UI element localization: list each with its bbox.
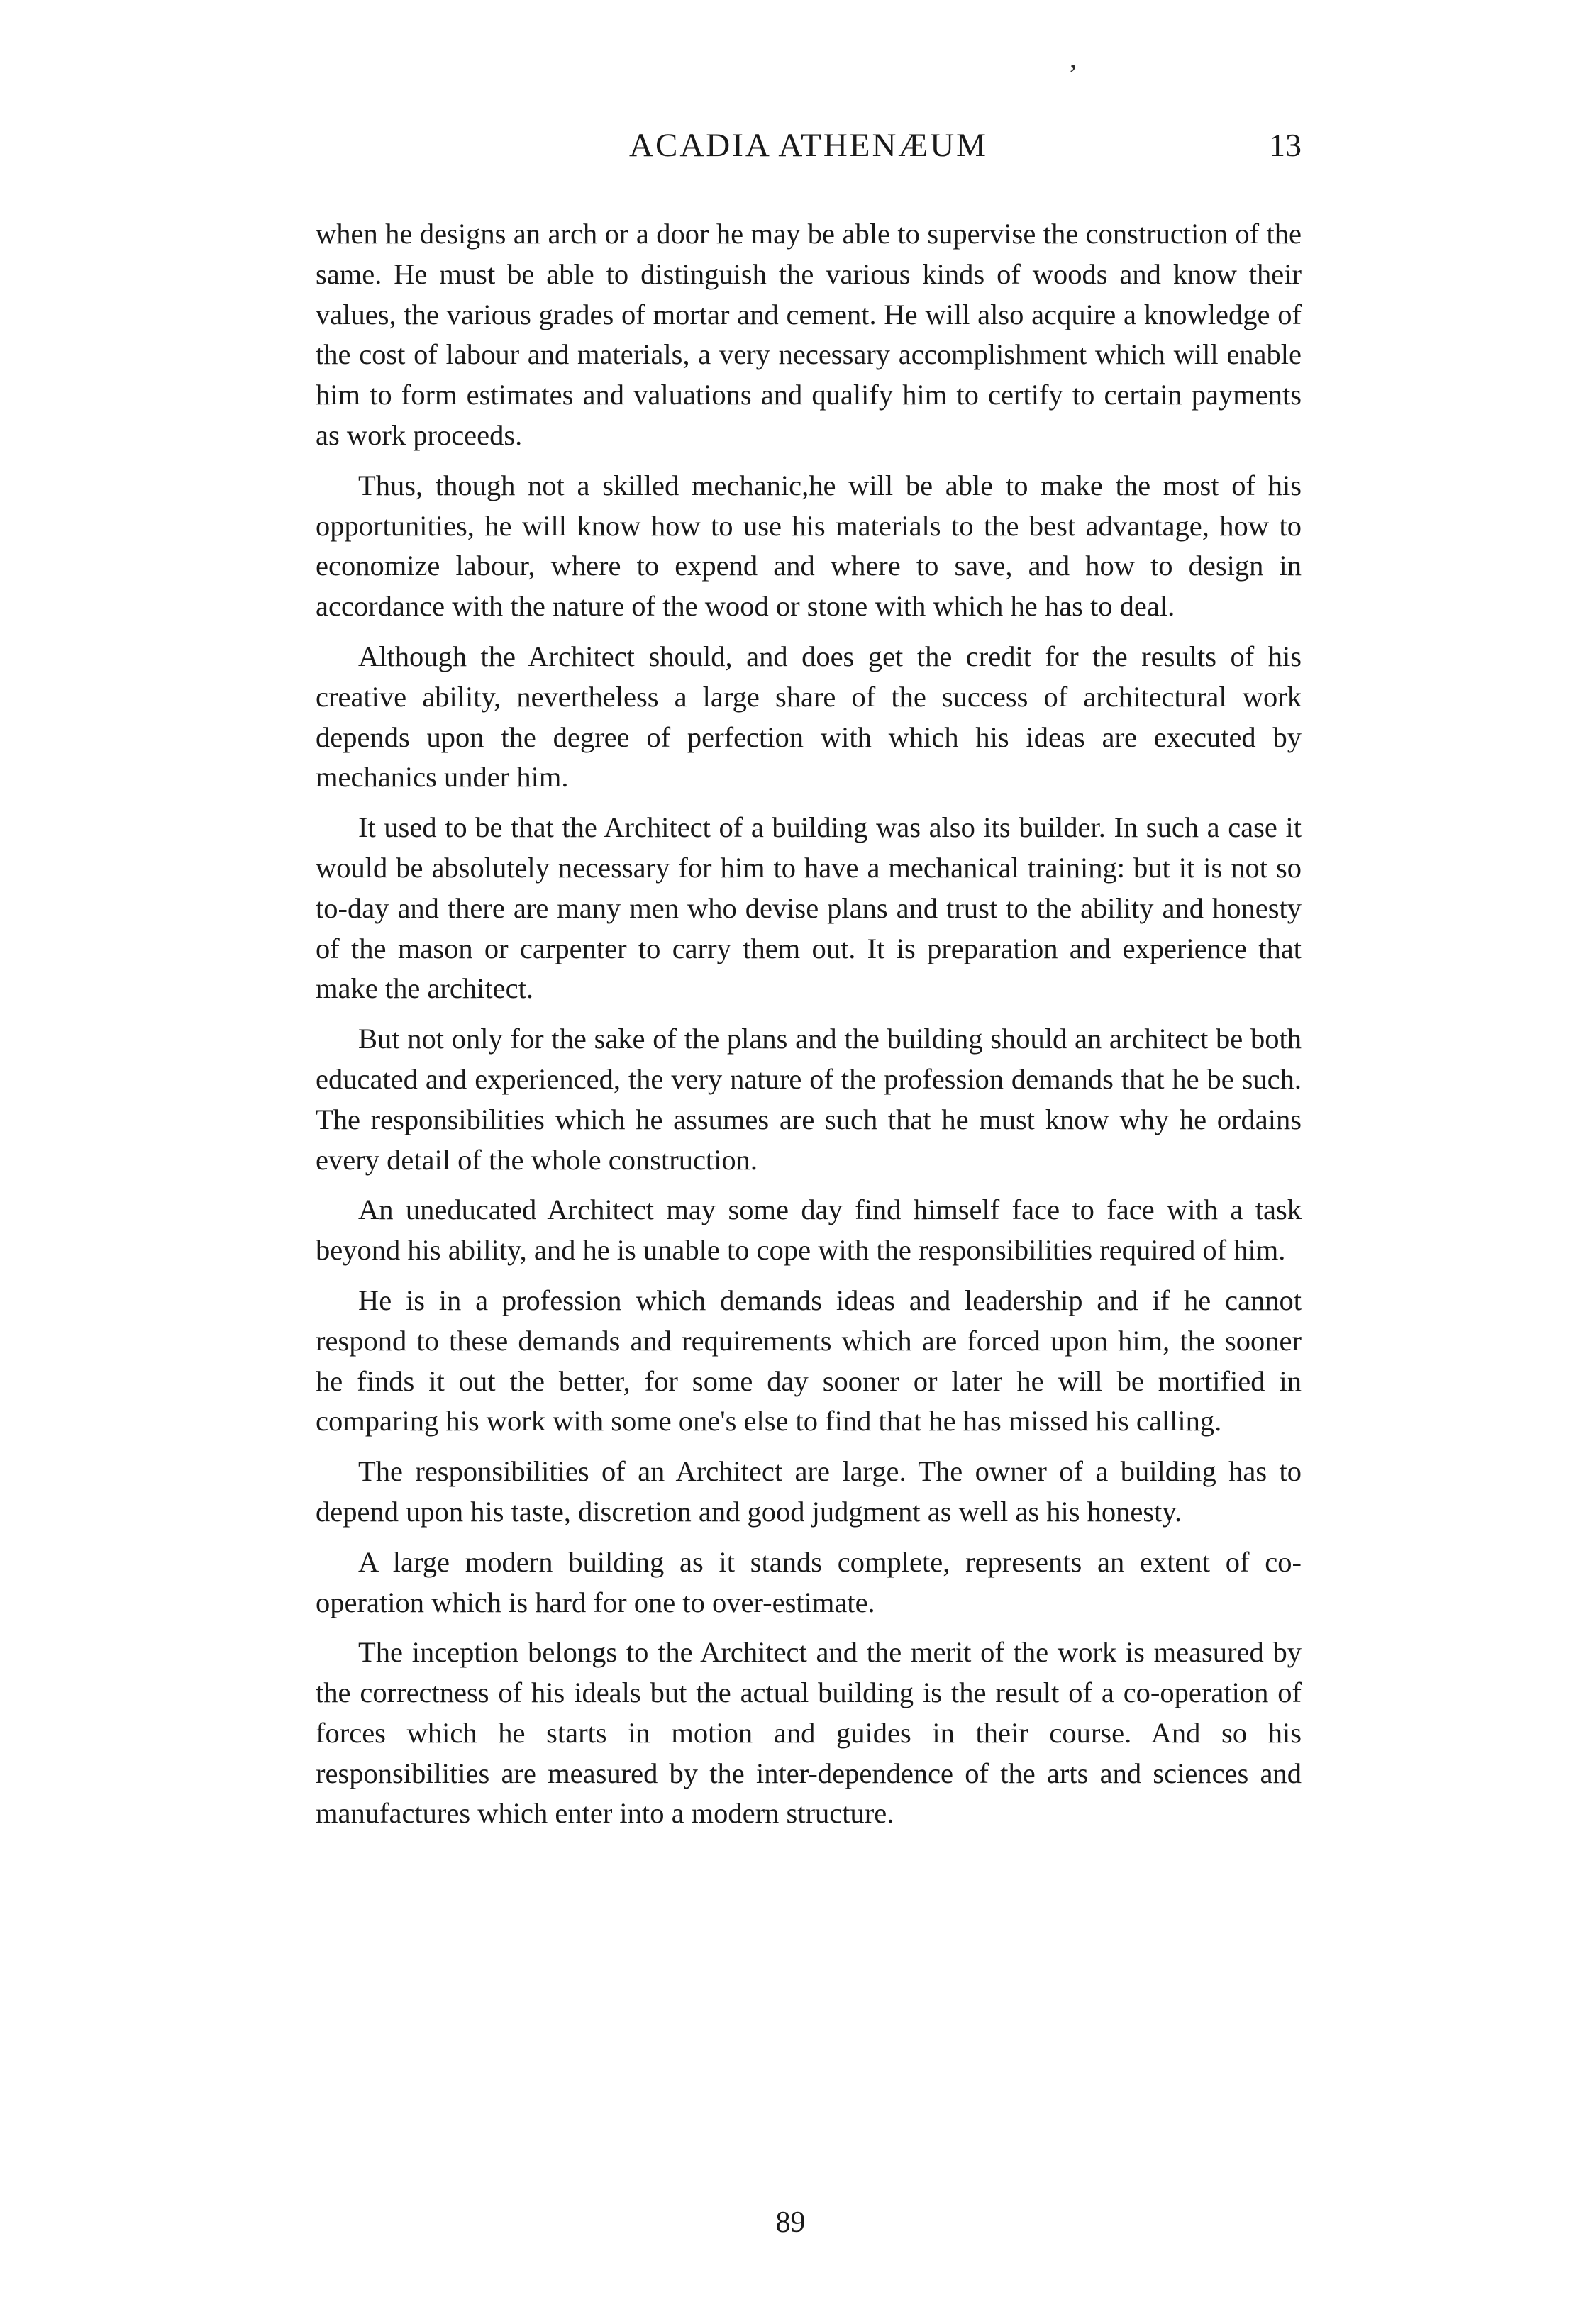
paragraph: An uneducated Architect may some day find himself face to face with a task beyond his ability, and he is unable to cope with the responsibilities required of him. <box>316 1194 1302 1267</box>
article-body <box>316 214 1302 1844</box>
running-title: ACADIA ATHENÆUM <box>629 127 988 164</box>
scan-speck: , <box>1070 42 1077 74</box>
folio-number: 89 <box>775 2206 806 2239</box>
paragraph: when he designs an arch or a door he may be able to supervise the construction of the same. He must be able to distinguish the various kinds of woods and know their values, the various grades of mortar and cement. He will also acquire a knowledge of the cost of labour and materials, a very necessary accomplishment which will enable him to form estimates and valuations and qualify him to certify to certain payments as work proceeds. <box>316 218 1302 451</box>
page-number: 13 <box>1269 127 1302 163</box>
paragraph: The inception belongs to the Architect and the merit of the work is measured by the correctness of his ideals but the actual building is the result of a co-operation of forces which he starts in motion and guides in their course. And so his responsibilities are measured by the inter-dependence of the arts and sciences and manufactures which enter into a modern structure. <box>316 1636 1302 1830</box>
paragraph: He is in a profession which demands ideas and leadership and if he cannot respond to these demands and requirements which are forced upon him, the sooner he finds it out the better, for some day sooner or later he will be mortified in comparing his work with some one's else to find that he has missed his calling. <box>316 1284 1302 1438</box>
paragraph: But not only for the sake of the plans and the building should an architect be both educated and experienced, the very nature of the profession demands that he be such. The responsibilities which he assumes are such that he must know why he ordains every detail of the whole construction. <box>316 1023 1302 1176</box>
page-header <box>316 126 1302 169</box>
paragraph: Although the Architect should, and does get the credit for the results of his creative ability, nevertheless a large share of the success of architectural work depends upon the degree of perfection with which his ideas are executed by mechanics under him. <box>316 640 1302 794</box>
paragraph: The responsibilities of an Architect are large. The owner of a building has to depend upon his taste, discretion and good judgment as well as his honesty. <box>316 1455 1302 1528</box>
paragraph: A large modern building as it stands complete, represents an extent of co-operation which is hard for one to over-estimate. <box>316 1545 1302 1618</box>
paragraph: Thus, though not a skilled mechanic,he will be able to make the most of his opportunities, he will know how to use his materials to the best advantage, how to economize labour, where to expend and where to save, and how to design in accordance with the nature of the wood or stone with which he has to deal. <box>316 469 1302 623</box>
paragraph: It used to be that the Architect of a building was also its builder. In such a case it would be absolutely necessary for him to have a mechanical training: but it is not so to-day and there are many men who devise plans and trust to the ability and honesty of the mason or carpenter to carry them out. It is preparation and experience that make the architect. <box>316 811 1302 1005</box>
